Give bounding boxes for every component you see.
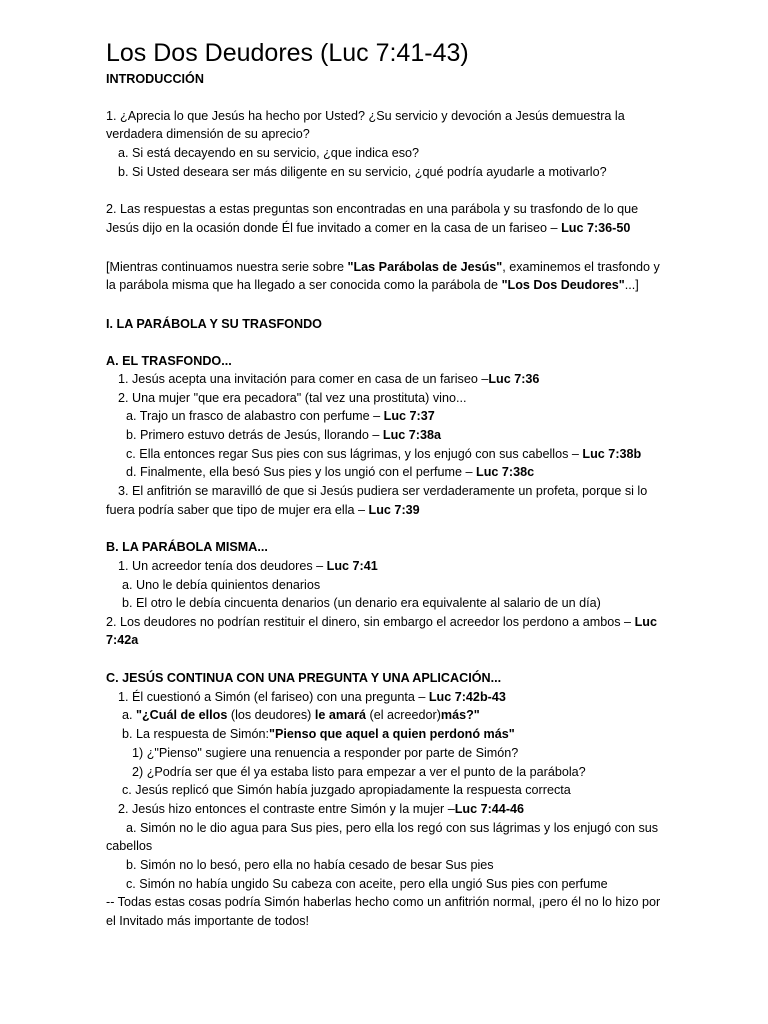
section-a-item-2d xyxy=(126,463,534,481)
intro-paragraph-1-line-1: 1. ¿Aprecia lo que Jesús ha hecho por Usted? ¿Su servicio y devoción a Jesús demuestra la xyxy=(106,109,625,123)
document-title: Los Dos Deudores (Luc 7:41-43) xyxy=(106,39,469,67)
intro-paragraph-3-text: , examinemos el trasfondo y xyxy=(502,260,660,274)
scripture-reference: Luc 7:38c xyxy=(476,465,535,479)
section-a-item-1 xyxy=(118,370,539,388)
section-c-item-1a xyxy=(122,706,480,724)
section-a-item-3-line-1: 3. El anfitrión se maravilló de que si Jesús pudiera ser verdaderamente un profeta, porque si lo xyxy=(118,484,648,498)
section-b-item-2-line-2 xyxy=(106,631,138,649)
scripture-reference: Luc 7:37 xyxy=(383,409,435,423)
intro-paragraph-1-line-2: verdadera dimensión de su aprecio? xyxy=(106,127,310,141)
section-c-item-1b-1: 1) ¿"Pienso" sugiere una renuencia a responder por parte de Simón? xyxy=(132,746,519,760)
section-c-item-2b: b. Simón no lo besó, pero ella no había cesado de besar Sus pies xyxy=(126,858,494,872)
scripture-reference: Luc 7:42b-43 xyxy=(428,690,506,704)
section-a-item-2a xyxy=(126,407,435,425)
section-c-heading: C. JESÚS CONTINUA CON UNA PREGUNTA Y UNA APLICACIÓN... xyxy=(106,671,502,685)
section-1-heading: I. LA PARÁBOLA Y SU TRASFONDO xyxy=(106,317,322,331)
intro-paragraph-2-text: Jesús dijo en la ocasión donde Él fue invitado a comer en la casa de un fariseo – xyxy=(106,221,562,235)
section-b-item-1 xyxy=(118,557,378,575)
section-c-item-1b-2: 2) ¿Podría ser que él ya estaba listo para empezar a ver el punto de la parábola? xyxy=(132,765,586,779)
section-c-item-2a-line-1: a. Simón no le dio agua para Sus pies, pero ella los regó con sus lágrimas y los enjugó con sus xyxy=(126,821,659,835)
scripture-reference: Luc 7:36-50 xyxy=(561,221,631,235)
section-b-heading: B. LA PARÁBOLA MISMA... xyxy=(106,540,268,554)
closing-line-1: -- Todas estas cosas podría Simón haberlas hecho como un anfitrión normal, ¡pero él no lo hizo por xyxy=(106,895,661,909)
scripture-reference: Luc 7:41 xyxy=(326,559,378,573)
scripture-reference: Luc xyxy=(634,615,657,629)
series-title: "Las Parábolas de Jesús" xyxy=(347,260,503,274)
intro-paragraph-3-line-1 xyxy=(106,258,660,276)
section-a-item-2c xyxy=(126,445,641,463)
section-a-item-3-line-2 xyxy=(106,501,420,519)
intro-item-1b: b. Si Usted deseara ser más diligente en su servicio, ¿qué podría ayudarle a motivarlo? xyxy=(118,165,607,179)
item-text: 1. Él cuestionó a Simón (el fariseo) con una pregunta – xyxy=(118,690,429,704)
scripture-reference: Luc 7:39 xyxy=(368,503,420,517)
item-text: 2. Los deudores no podrían restituir el dinero, sin embargo el acreedor los perdono a ambos – xyxy=(106,615,635,629)
item-text: a. Trajo un frasco de alabastro con perfume – xyxy=(126,409,384,423)
section-c-item-1b xyxy=(122,725,515,743)
intro-paragraph-3-text: la parábola misma que ha llegado a ser conocida como la parábola de xyxy=(106,278,502,292)
section-b-item-1a: a. Uno le debía quinientos denarios xyxy=(122,578,321,592)
item-text: b. La respuesta de Simón: xyxy=(122,727,270,741)
item-text: b. Primero estuvo detrás de Jesús, llorando – xyxy=(126,428,383,442)
intro-paragraph-2-line-2 xyxy=(106,219,630,237)
section-b-item-2-line-1 xyxy=(106,613,657,631)
scripture-reference: Luc 7:44-46 xyxy=(454,802,525,816)
item-text: (el acreedor) xyxy=(366,708,441,722)
intro-paragraph-2-line-1: 2. Las respuestas a estas preguntas son encontradas en una parábola y su trasfondo de lo que xyxy=(106,202,639,216)
section-a-item-2: 2. Una mujer "que era pecadora" (tal vez una prostituta) vino... xyxy=(118,391,467,405)
item-text: (los deudores) xyxy=(227,708,315,722)
intro-paragraph-3-text: ...] xyxy=(624,278,639,292)
section-b-item-1b: b. El otro le debía cincuenta denarios (un denario era equivalente al salario de un día) xyxy=(122,596,601,610)
scripture-reference: 7:42a xyxy=(106,633,139,647)
intro-item-1a: a. Si está decayendo en su servicio, ¿que indica eso? xyxy=(118,146,420,160)
item-text: 1. Un acreedor tenía dos deudores – xyxy=(118,559,327,573)
section-a-heading: A. EL TRASFONDO... xyxy=(106,354,232,368)
section-c-item-2c: c. Simón no había ungido Su cabeza con aceite, pero ella ungió Sus pies con perfume xyxy=(126,877,608,891)
intro-heading: INTRODUCCIÓN xyxy=(106,72,204,86)
parable-title: "Los Dos Deudores" xyxy=(501,278,625,292)
scripture-reference: Luc 7:36 xyxy=(488,372,540,386)
item-text: fuera podría saber que tipo de mujer era ella – xyxy=(106,503,369,517)
quote-text: más?" xyxy=(440,708,480,722)
item-text: d. Finalmente, ella besó Sus pies y los ungió con el perfume – xyxy=(126,465,477,479)
scripture-reference: Luc 7:38b xyxy=(582,447,642,461)
section-a-item-2b xyxy=(126,426,441,444)
section-c-item-2 xyxy=(118,800,524,818)
item-text: 2. Jesús hizo entonces el contraste entre Simón y la mujer – xyxy=(118,802,455,816)
scripture-reference: Luc 7:38a xyxy=(382,428,442,442)
quote-text: "Pienso que aquel a quien perdonó más" xyxy=(269,727,515,741)
item-text: 1. Jesús acepta una invitación para comer en casa de un fariseo – xyxy=(118,372,489,386)
quote-text: le amará xyxy=(314,708,366,722)
section-c-item-2a-line-2: cabellos xyxy=(106,839,153,853)
intro-paragraph-3-text: [Mientras continuamos nuestra serie sobre xyxy=(106,260,348,274)
closing-line-2: el Invitado más importante de todos! xyxy=(106,914,310,928)
section-c-item-1c: c. Jesús replicó que Simón había juzgado apropiadamente la respuesta correcta xyxy=(122,783,571,797)
item-text: c. Ella entonces regar Sus pies con sus lágrimas, y los enjugó con sus cabellos – xyxy=(126,447,583,461)
section-c-item-1 xyxy=(118,688,506,706)
quote-text: "¿Cuál de ellos xyxy=(136,708,228,722)
item-text: a. xyxy=(122,708,137,722)
intro-paragraph-3-line-2 xyxy=(106,276,639,294)
